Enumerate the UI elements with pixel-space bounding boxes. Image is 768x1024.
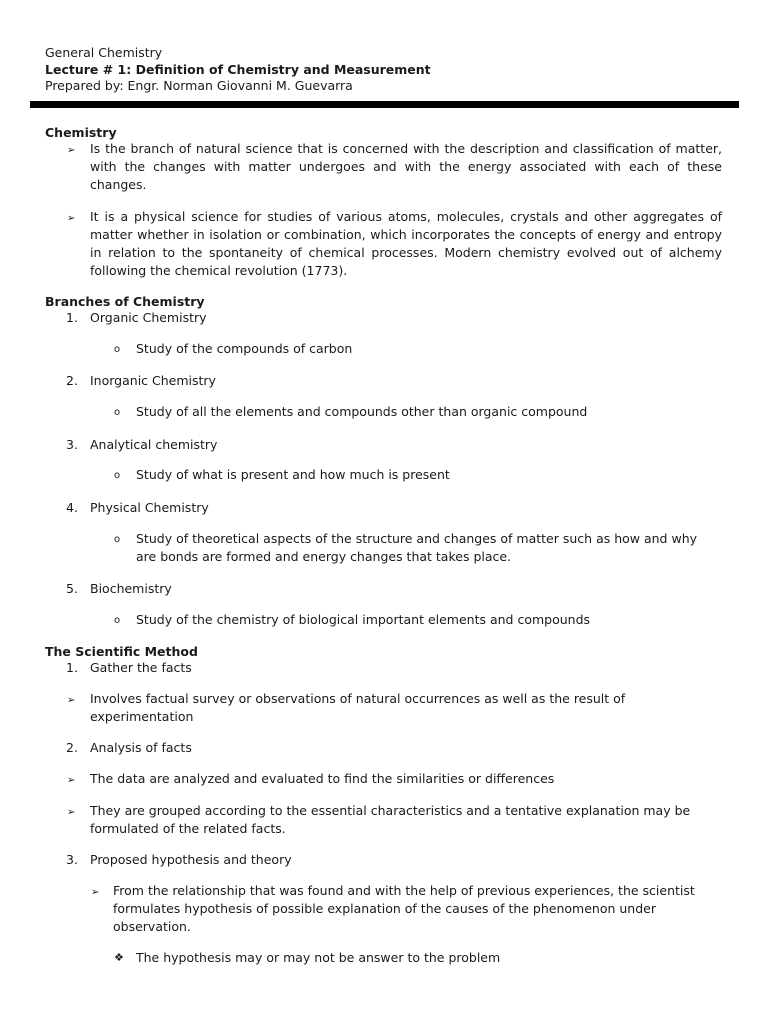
- branch-description: Study of theoretical aspects of the structure and changes of matter such as how and why are bonds are formed and energy changes that takes place.: [136, 531, 698, 564]
- branch-name: Physical Chemistry: [90, 500, 209, 515]
- arrow-bullet-icon: ➢: [91, 887, 100, 898]
- arrow-bullet-icon: ➢: [67, 807, 76, 818]
- lecture-title: Lecture # 1: Definition of Chemistry and Measurement: [45, 61, 431, 77]
- circle-bullet-icon: o: [114, 470, 121, 481]
- arrow-bullet-icon: ➢: [67, 775, 76, 786]
- step3-sub-bullet: The hypothesis may or may not be answer to the problem: [136, 950, 501, 965]
- circle-bullet-icon: o: [114, 534, 121, 545]
- prepared-by: Prepared by: Engr. Norman Giovanni M. Guevarra: [45, 78, 353, 93]
- circle-bullet-icon: o: [114, 344, 121, 355]
- circle-bullet-icon: o: [114, 407, 121, 418]
- branch-description: Study of all the elements and compounds other than organic compound: [136, 404, 588, 419]
- branch-number: 3.: [66, 437, 78, 452]
- course-name: General Chemistry: [45, 45, 163, 60]
- branch-name: Biochemistry: [90, 581, 172, 596]
- step-name: Analysis of facts: [90, 740, 192, 755]
- branch-description: Study of what is present and how much is present: [136, 467, 450, 482]
- step-name: Proposed hypothesis and theory: [90, 852, 292, 867]
- step-name: Gather the facts: [90, 660, 192, 675]
- header-rule: [30, 101, 739, 108]
- step3-bullet: From the relationship that was found and with the help of previous experiences, the scientist formulates hypothesis of possible explanation of the causes of the phenomenon under observation.: [113, 883, 695, 934]
- branch-name: Analytical chemistry: [90, 437, 218, 452]
- branch-name: Organic Chemistry: [90, 310, 207, 325]
- arrow-bullet-icon: ➢: [67, 145, 76, 156]
- step-number: 3.: [66, 852, 78, 867]
- branch-number: 5.: [66, 581, 78, 596]
- step-number: 2.: [66, 740, 78, 755]
- branch-number: 4.: [66, 500, 78, 515]
- section-heading-chemistry: Chemistry: [45, 125, 117, 140]
- section-heading-branches: Branches of Chemistry: [45, 294, 205, 309]
- chemistry-bullet-2: It is a physical science for studies of various atoms, molecules, crystals and other aggregates of matter whether in isolation or combination, which incorporates the concepts of energy and entropy in relation to the spontaneity of chemical processes. Modern chemistry evolved out of alchemy following the chemical revolution (1773).: [90, 209, 722, 278]
- step2-bullet-1: The data are analyzed and evaluated to find the similarities or differences: [90, 771, 555, 786]
- branch-name: Inorganic Chemistry: [90, 373, 216, 388]
- step-number: 1.: [66, 660, 78, 675]
- branch-number: 1.: [66, 310, 78, 325]
- branch-description: Study of the chemistry of biological important elements and compounds: [136, 612, 591, 627]
- arrow-bullet-icon: ➢: [67, 213, 76, 224]
- branch-number: 2.: [66, 373, 78, 388]
- branch-description: Study of the compounds of carbon: [136, 341, 353, 356]
- diamond-bullet-icon: ❖: [114, 951, 124, 964]
- chemistry-bullet-1: Is the branch of natural science that is concerned with the description and classification of matter, with the changes with matter undergoes and with the energy associated with each of these changes.: [90, 141, 722, 192]
- document-header: [45, 45, 431, 95]
- arrow-bullet-icon: ➢: [67, 695, 76, 706]
- section-heading-method: The Scientific Method: [45, 644, 198, 659]
- circle-bullet-icon: o: [114, 615, 121, 626]
- step1-bullet: Involves factual survey or observations of natural occurrences as well as the result of experimentation: [90, 691, 626, 724]
- step2-bullet-2: They are grouped according to the essential characteristics and a tentative explanation may be formulated of the related facts.: [90, 803, 691, 836]
